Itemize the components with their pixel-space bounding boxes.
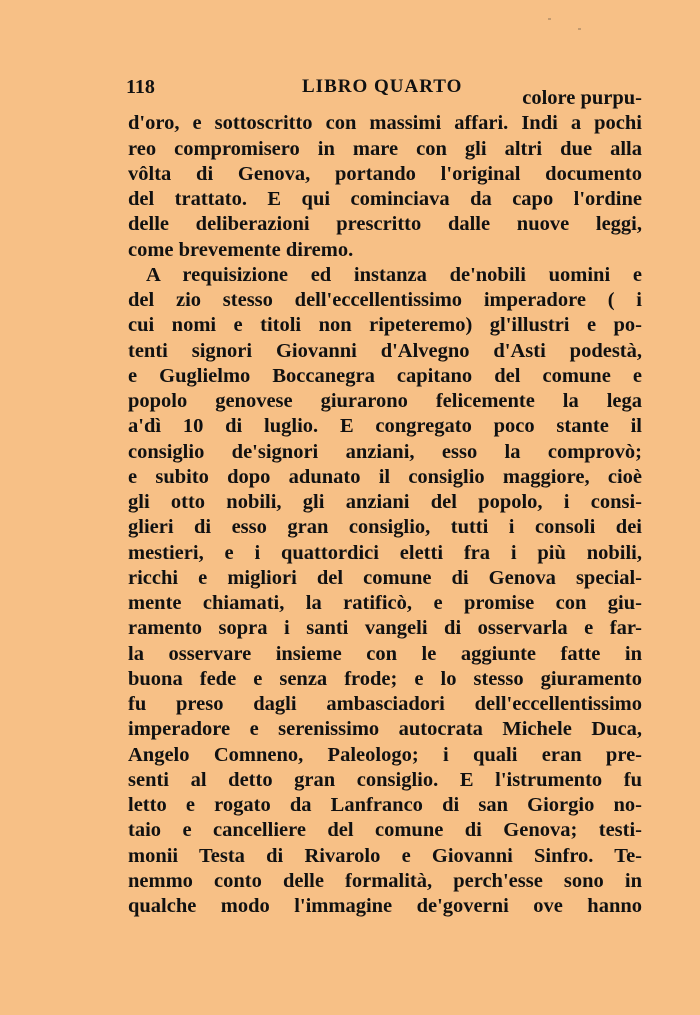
text-line: vôlta di Genova, portando l'original documento <box>128 162 642 185</box>
text-line: taio e cancelliere del comune di Genova; testi- <box>128 819 642 842</box>
text-line: glieri di esso gran consiglio, tutti i consoli dei <box>128 516 642 539</box>
text-line: gli otto nobili, gli anziani del popolo, i consi- <box>128 491 642 513</box>
page-number: 118 <box>126 76 155 98</box>
text-line: cui nomi e titoli non ripeteremo) gl'illustri e po- <box>128 314 642 337</box>
text-line: popolo genovese giurarono felicemente la lega <box>128 390 642 412</box>
text-line: qualche modo l'immagine de'governi ove hanno <box>128 895 642 917</box>
text-line: reo compromisero in mare con gli altri due alla <box>128 137 642 160</box>
text-line: e subito dopo adunato il consiglio maggiore, cioè <box>128 465 642 488</box>
text-line: d'oro, e sottoscritto con massimi affari. Indi a pochi <box>128 112 642 135</box>
text-line: monii Testa di Rivarolo e Giovanni Sinfro. Te- <box>128 844 642 867</box>
text-line: del trattato. E qui cominciava da capo l'ordine <box>128 188 642 210</box>
running-title: LIBRO QUARTO <box>302 76 463 97</box>
text-line: Angelo Comneno, Paleologo; i quali eran pre- <box>128 743 642 766</box>
text-line: tenti signori Giovanni d'Alvegno d'Asti podestà, <box>128 339 642 362</box>
page-speck <box>548 18 551 20</box>
text-line: del zio stesso dell'eccellentissimo imperadore ( i <box>128 289 642 311</box>
text-line: e Guglielmo Boccanegra capitano del comune e <box>128 364 642 387</box>
text-line: senti al detto gran consiglio. E l'istrumento fu <box>128 768 642 791</box>
text-line: ramento sopra i santi vangeli di osservarla e far- <box>128 617 642 640</box>
text-line: mente chiamati, la ratificò, e promise con giu- <box>128 592 642 614</box>
text-line: come brevemente diremo. <box>128 238 354 261</box>
text-line: ricchi e migliori del comune di Genova special- <box>128 566 642 589</box>
text-line: delle deliberazioni prescritto dalle nuove leggi, <box>128 213 642 236</box>
text-line: A requisizione ed instanza de'nobili uomini e <box>146 263 642 286</box>
text-line: imperadore e serenissimo autocrata Michele Duca, <box>128 718 642 741</box>
text-line: consiglio de'signori anziani, esso la comprovò; <box>128 440 642 463</box>
text-line: a'dì 10 di luglio. E congregato poco stante il <box>128 415 642 438</box>
text-line: la osservare insieme con le aggiunte fatte in <box>128 642 642 665</box>
text-line: colore purpu- <box>522 87 642 109</box>
text-line: nemmo conto delle formalità, perch'esse sono in <box>128 869 642 892</box>
body-text <box>128 86 642 919</box>
text-line: fu preso dagli ambasciadori dell'eccellentissimo <box>128 693 642 715</box>
text-line: buona fede e senza frode; e lo stesso giuramento <box>128 667 642 690</box>
text-line: letto e rogato da Lanfranco di san Giorgio no- <box>128 794 642 816</box>
page-speck <box>578 28 581 30</box>
text-line: mestieri, e i quattordici eletti fra i più nobili, <box>128 541 642 564</box>
